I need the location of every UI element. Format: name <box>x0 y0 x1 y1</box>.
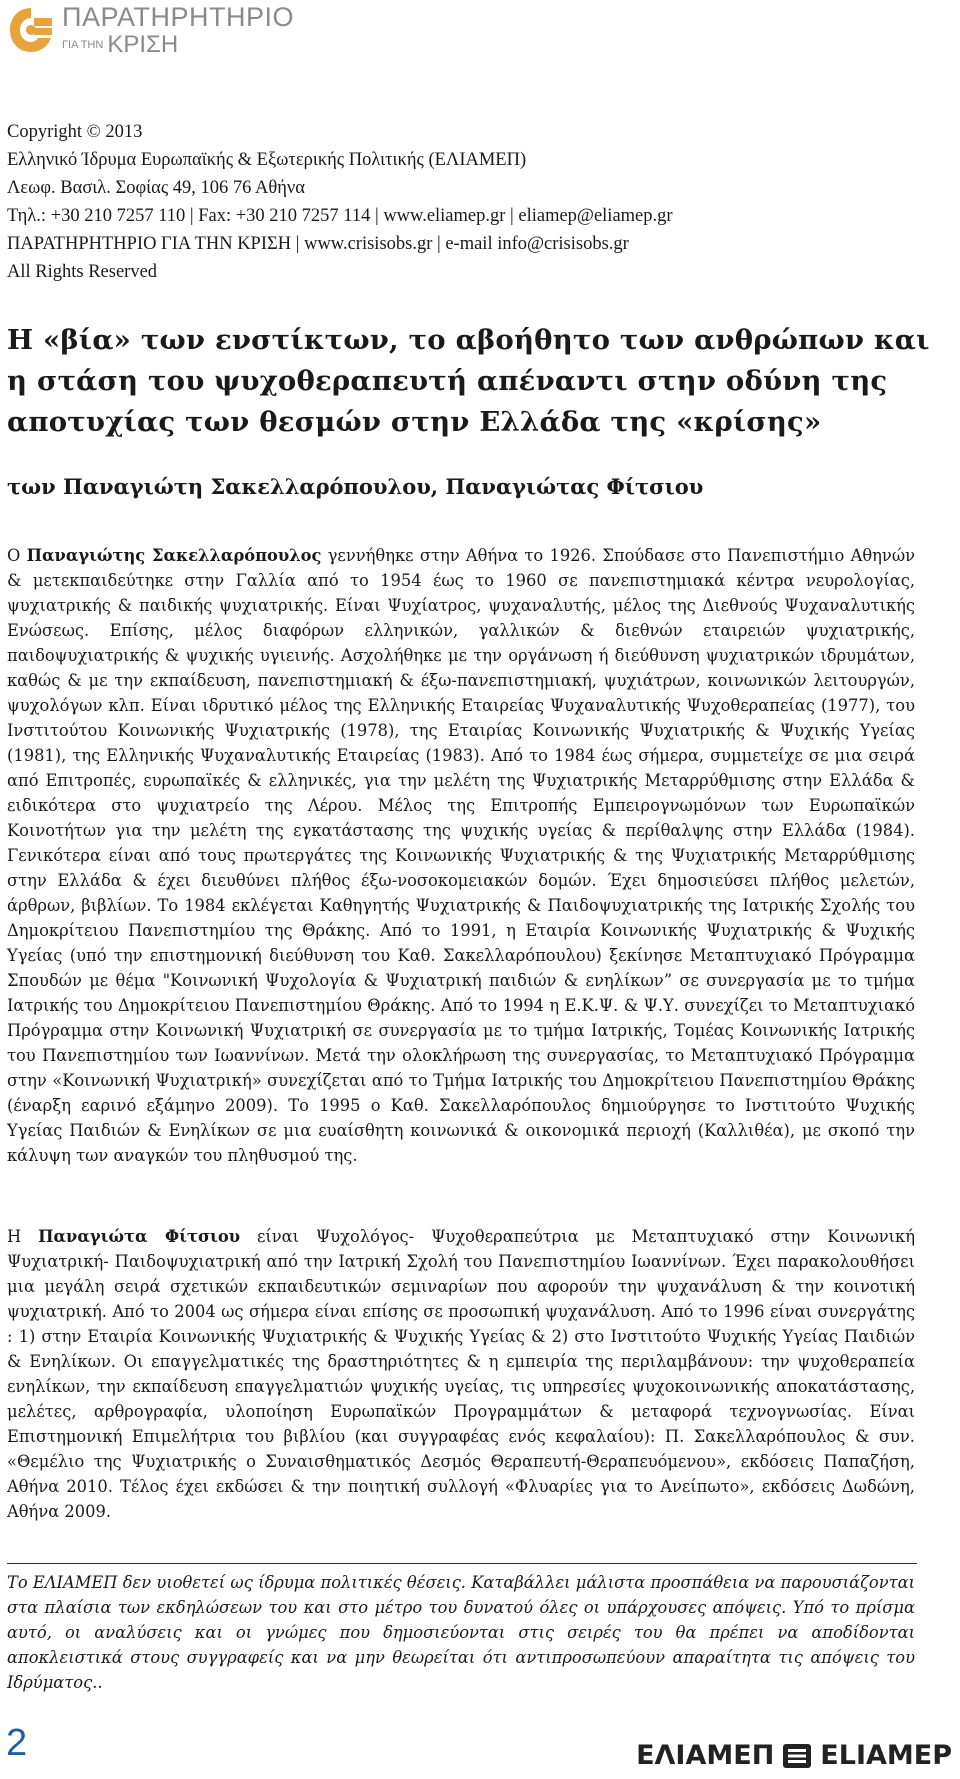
divider <box>7 1563 917 1564</box>
logo-subtitle-small: ΓΙΑ ΤΗΝ <box>62 38 104 51</box>
eliamep-logo <box>636 1740 952 1771</box>
copyright-line: Λεωφ. Βασιλ. Σοφίας 49, 106 76 Αθήνα <box>7 178 305 198</box>
crisis-observatory-logo <box>8 1 295 58</box>
paper-authors: των Παναγιώτη Σακελλαρόπουλου, Παναγιώτας Φίτσιου <box>7 474 704 499</box>
copyright-block <box>7 118 673 286</box>
eliamep-logo-latin: ELIAMEP <box>820 1740 952 1771</box>
eliamep-logo-greek: ΕΛΙΑΜΕΠ <box>636 1740 775 1771</box>
author-name: Παναγιώτης Σακελλαρόπουλος <box>26 546 322 565</box>
paper-title: Η «βία» των ενστίκτων, το αβοήθητο των ανθρώπων και η στάση του ψυχοθεραπευτή απέναντι στην οδύνη της αποτυχίας των θεσμών στην Ελλάδα της «κρίσης» <box>7 324 930 438</box>
copyright-line: All Rights Reserved <box>7 262 158 282</box>
logo-title: ΠΑΡΑΤΗΡΗΤΗΡΙΟ <box>62 1 295 32</box>
author-name: Παναγιώτα Φίτσιου <box>38 1227 240 1246</box>
eliamep-emblem-icon <box>782 1743 812 1769</box>
copyright-line: ΠΑΡΑΤΗΡΗΤΗΡΙΟ ΓΙΑ ΤΗΝ ΚΡΙΣΗ | www.crisisobs.gr | e-mail info@crisisobs.gr <box>7 234 629 254</box>
copyright-line: Copyright © 2013 <box>7 122 143 142</box>
logo-subtitle: ΚΡΙΣΗ <box>107 30 179 58</box>
author-bio-fitsiou: Η Παναγιώτα Φίτσιου είναι Ψυχολόγος- Ψυχοθεραπεύτρια με Μεταπτυχιακό στην Κοινωνική Ψυχιατρική- Παιδοψυχιατρική από την Ιατρική Σχολή του Πανεπιστημίου Ιωαννίνων. Έχει παρακολουθήσει μια μεγάλη σειρά σχετικών εκπαιδευτικών σεμιναρίων που αφορούν την ψυχανάλυση & την κοινοτική ψυχιατρική. Από το 2004 ως σήμερα είναι επίσης σε προσωπική ψυχανάλυση. Από το 1996 είναι συνεργάτης : 1) στην Εταιρία Κοινωνικής Ψυχιατρικής & Ψυχικής Υγείας & 2) στο Ινστιτούτο Ψυχικής Υγείας Παιδιών & Ενηλίκων. Οι επαγγελματικές της δραστηριότητες & η εμπειρία της περιλαμβάνουν: την ψυχοθεραπεία ενηλίκων, την εκπαίδευση επαγγελματιών ψυχικής υγείας, τις υπηρεσίες ψυχοκοινωνικής αποκατάστασης, μελέτες, αρθρογραφία, υλοποίηση Ευρωπαϊκών Προγραμμάτων & μεταφορά τεχνογνωσίας. Είναι Επιστημονική Επιμελήτρια του βιβλίου (και συγγραφέας ενός κεφαλαίου): Π. Σακελλαρόπουλος & συν. «Θεμέλιο της Ψυχιατρικής ο Συναισθηματικός Δεσμός Θεραπευτή-Θεραπευόμενου», εκδόσεις Παπαζήση, Αθήνα 2010. Τέλος έχει εκδώσει & την ποιητική συλλογή «Φλυαρίες για το Ανείπωτο», εκδόσεις Δωδώνη, Αθήνα 2009. <box>7 1227 915 1521</box>
copyright-line: Ελληνικό Ίδρυμα Ευρωπαϊκής & Εξωτερικής Πολιτικής (ΕΛΙΑΜΕΠ) <box>7 150 527 170</box>
author-bio-sakellaropoulos: Ο Παναγιώτης Σακελλαρόπουλος γεννήθηκε στην Αθήνα το 1926. Σπούδασε στο Πανεπιστήμιο Αθηνών & μετεκπαιδεύτηκε στην Γαλλία από το 1954 έως το 1960 σε πανεπιστημιακά κέντρα νευρολογίας, ψυχιατρικής & παιδικής ψυχιατρικής. Είναι Ψυχίατρος, ψυχαναλυτής, μέλος της Διεθνούς Ψυχαναλυτικής Ενώσεως. Επίσης, μέλος διαφόρων ελληνικών, γαλλικών & διεθνών εταιρειών ψυχιατρικής, παιδοψυχιατρικής & ψυχικής υγιεινής. Ασχολήθηκε με την οργάνωση ή διεύθυνση ψυχιατρικών ιδρυμάτων, καθώς & με την εκπαίδευση, πανεπιστημιακή & έξω-πανεπιστημιακή, ψυχιάτρων, κοινωνικών λειτουργών, ψυχολόγων κλπ. Είναι ιδρυτικό μέλος της Ελληνικής Εταιρείας Ψυχαναλυτικής Ψυχοθεραπείας (1977), του Ινστιτούτου Κοινωνικής Ψυχιατρικής (1978), της Εταιρίας Κοινωνικής Ψυχιατρικής & Ψυχικής Υγείας (1981), της Ελληνικής Ψυχαναλυτικής Εταιρείας (1983). Από το 1984 έως σήμερα, συμμετείχε σε μια σειρά από Επιτροπές, ευρωπαϊκές & ελληνικές, για την μελέτη της Ψυχιατρικής Μεταρρύθμισης στην Ελλάδα & ειδικότερα στο ψυχιατρείο της Λέρου. Μέλος της Επιτροπής Εμπειρογνωμόνων των Ευρωπαϊκών Κοινοτήτων για την μελέτη της εγκατάστασης της ψυχικής υγείας & περίθαλψης στην Ελλάδα (1984). Γενικότερα είναι από τους πρωτεργάτες της Κοινωνικής Ψυχιατρικής & της Ψυχιατρικής Μεταρρύθμισης στην Ελλάδα & έχει διευθύνει πλήθος έξω-νοσοκομειακών δομών. Έχει δημοσιεύσει πλήθος μελετών, άρθρων, βιβλίων. Το 1984 εκλέγεται Καθηγητής Ψυχιατρικής & Παιδοψυχιατρικής της Ιατρικής Σχολής του Δημοκρίτειου Πανεπιστημίου της Θράκης. Από το 1991, η Εταιρία Κοινωνικής Ψυχιατρικής & Ψυχικής Υγείας (υπό την επιστημονική διεύθυνση του Καθ. Σακελλαρόπουλου) ξεκίνησε Μεταπτυχιακό Πρόγραμμα Σπουδών με θέμα "Κοινωνική Ψυχολογία & Ψυχιατρική παιδιών & ενηλίκων” σε συνεργασία με το τμήμα Ιατρικής του Δημοκρίτειου Πανεπιστημίου Θράκης. Από το 1994 η Ε.Κ.Ψ. & Ψ.Υ. συνεχίζει το Μεταπτυχιακό Πρόγραμμα στην Κοινωνική Ψυχιατρική σε συνεργασία με το τμήμα Ιατρικής, Τομέας Κοινωνικής Ιατρικής του Πανεπιστημίου των Ιωαννίνων. Μετά την ολοκλήρωση της συνεργασίας, το Μεταπτυχιακό Πρόγραμμα στην «Κοινωνική Ψυχιατρική» συνεχίζεται από το Τμήμα Ιατρικής του Δημοκρίτειου Πανεπιστημίου Θράκης (έναρξη εαρινό εξάμηνο 2009). Το 1995 ο Καθ. Σακελλαρόπουλος δημιούργησε το Ινστιτούτο Ψυχικής Υγείας Παιδιών & Ενηλίκων σε μια ευαίσθητη κοινωνικά & οικονομικά περιοχή (Καλλιθέα), με σκοπό την κάλυψη των αναγκών του πληθυσμού της. <box>7 546 915 1165</box>
copyright-line: Τηλ.: +30 210 7257 110 | Fax: +30 210 7257 114 | www.eliamep.gr | eliamep@eliamep.gr <box>7 206 673 226</box>
disclaimer: Το ΕΛΙΑΜΕΠ δεν υιοθετεί ως ίδρυμα πολιτικές θέσεις. Καταβάλλει μάλιστα προσπάθεια να παρουσιάζονται στα πλαίσια των εκδηλώσεων του και στο μέτρο του δυνατού όλες οι υπάρχουσες απόψεις. Υπό το πρίσμα αυτό, οι αναλύσεις και οι γνώμες που δημοσιεύονται στις σειρές του θα πρέπει να αποδίδονται αποκλειστικά στους συγγραφείς και να μην θεωρείται ότι αντιπροσωπεύουν απαραίτητα τις απόψεις του Ιδρύματος.. <box>7 1573 915 1692</box>
page-number: 2 <box>6 1722 28 1764</box>
observatory-logo-icon <box>8 6 54 54</box>
